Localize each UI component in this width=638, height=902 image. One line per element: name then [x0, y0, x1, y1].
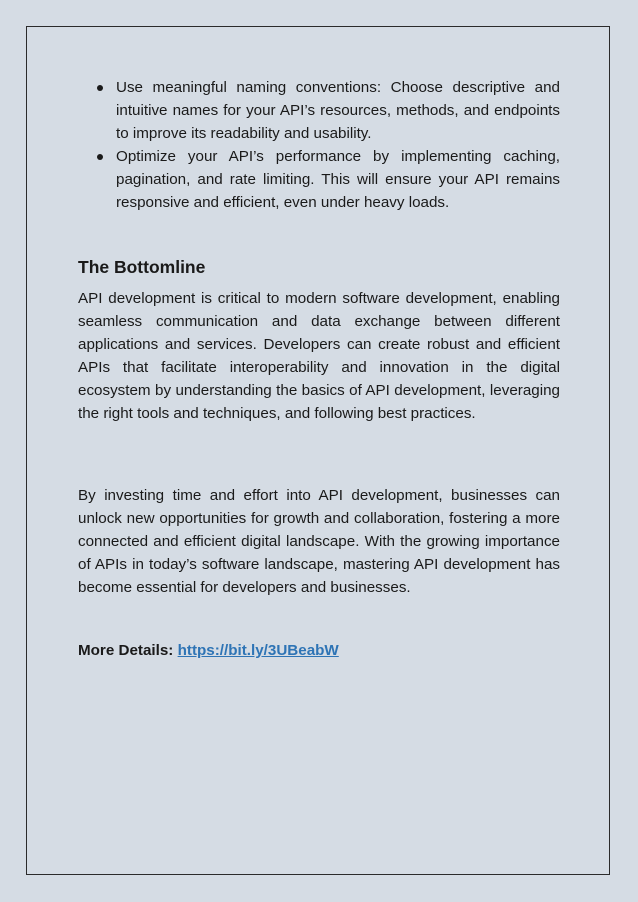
- bullet-list: [78, 76, 560, 214]
- paragraph: By investing time and effort into API development, businesses can unlock new opportunities for growth and collaboration, fostering a more connected and efficient digital landscape. With the growing importance of APIs in today’s software landscape, mastering API development has become essential for developers and businesses.: [78, 487, 560, 596]
- more-details-label: More Details:: [78, 642, 174, 659]
- more-details-line: [78, 639, 339, 662]
- list-item: [78, 76, 560, 145]
- section-heading: The Bottomline: [78, 257, 206, 277]
- bullet-text: Optimize your API’s performance by implementing caching, pagination, and rate limiting. This will ensure your API remains responsive and efficient, even under heavy loads.: [116, 148, 560, 211]
- list-item: [78, 145, 560, 214]
- paragraph: API development is critical to modern software development, enabling seamless communication and data exchange between different applications and services. Developers can create robust and efficient APIs that facilitate interoperability and innovation in the digital ecosystem by understanding the basics of API development, leveraging the right tools and techniques, and following best practices.: [78, 290, 560, 422]
- bullet-icon: [97, 85, 103, 91]
- bullet-text: Use meaningful naming conventions: Choose descriptive and intuitive names for your API’s resources, methods, and endpoints to improve its readability and usability.: [116, 79, 560, 142]
- more-details-link[interactable]: https://bit.ly/3UBeabW: [177, 642, 339, 659]
- bullet-icon: [97, 154, 103, 160]
